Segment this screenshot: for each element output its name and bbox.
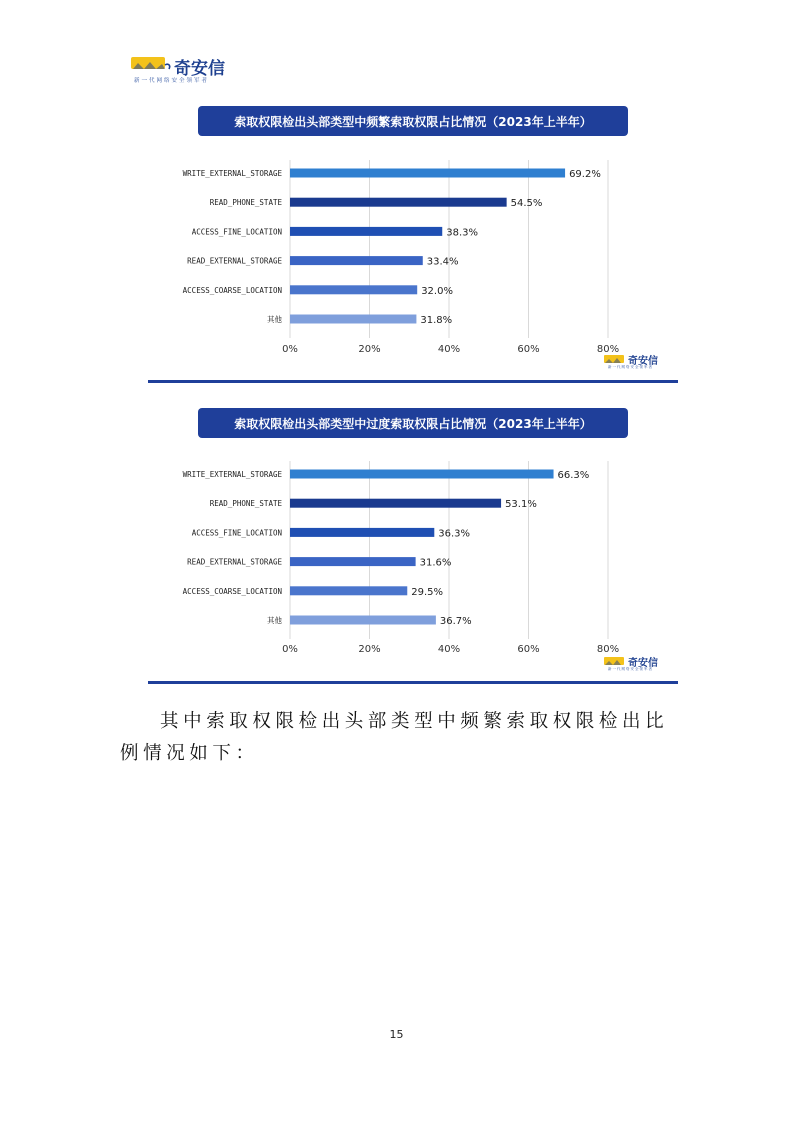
category-label: ACCESS_FINE_LOCATION (191, 528, 282, 538)
bar (290, 499, 501, 508)
chart-watermark-logo (604, 352, 674, 372)
data-label: 38.3% (446, 227, 479, 239)
chart-panel-excessive (148, 399, 678, 686)
x-tick-label: 60% (517, 644, 540, 655)
watermark-logo-tagline: 新一代网络安全领军者 (608, 365, 653, 369)
data-label: 31.8% (420, 315, 453, 326)
chart-panel-frequent (148, 98, 678, 385)
data-label: 32.0% (421, 285, 453, 297)
logo-tagline: 新一代网络安全领军者 (134, 78, 210, 84)
x-tick-label: 60% (517, 344, 540, 355)
data-label: 33.4% (426, 256, 459, 268)
data-label: 36.3% (438, 528, 471, 540)
x-tick-label: 80% (596, 344, 620, 355)
bar-chart-frequent (148, 98, 678, 373)
x-tick-label: 0% (282, 644, 298, 655)
data-label: 31.6% (419, 557, 452, 569)
category-label: READ_EXTERNAL_STORAGE (187, 557, 282, 567)
page-number: 15 (389, 1028, 404, 1041)
watermark-logo-tagline: 新一代网络安全领军者 (608, 667, 653, 671)
bar-chart-excessive (148, 399, 678, 674)
category-label: READ_PHONE_STATE (209, 499, 282, 509)
chart-title: 索取权限检出头部类型中频繁索取权限占比情况（2023年上半年） (198, 106, 628, 136)
x-tick-label: 0% (282, 344, 298, 355)
x-tick-label: 40% (437, 344, 461, 355)
bar (290, 256, 423, 265)
category-label: WRITE_EXTERNAL_STORAGE (182, 470, 282, 479)
bar (290, 470, 554, 479)
bar (290, 557, 416, 566)
category-label: 其他 (267, 616, 282, 625)
logo-mascot-icon (130, 55, 172, 73)
bar (290, 285, 417, 294)
bar (290, 169, 565, 178)
qianxin-logo (130, 52, 250, 88)
x-tick-label: 80% (596, 644, 620, 655)
panel-bottom-rule (148, 681, 678, 684)
logo-text: 奇安信 (174, 59, 225, 79)
panel-bottom-rule (148, 380, 678, 383)
data-label: 36.7% (439, 616, 472, 627)
category-label: WRITE_EXTERNAL_STORAGE (182, 169, 282, 178)
x-tick-label: 20% (358, 344, 381, 355)
logo-mascot-icon (604, 354, 626, 364)
bar (290, 227, 442, 236)
bar (290, 315, 416, 324)
category-label: ACCESS_COARSE_LOCATION (182, 586, 282, 596)
chart-watermark-logo (604, 654, 674, 674)
category-label: ACCESS_FINE_LOCATION (191, 227, 282, 237)
x-tick-label: 20% (358, 644, 381, 655)
chart-title: 索取权限检出头部类型中过度索取权限占比情况（2023年上半年） (198, 408, 628, 438)
data-label: 66.3% (557, 470, 590, 481)
bar (290, 586, 407, 595)
category-label: ACCESS_COARSE_LOCATION (182, 285, 282, 295)
category-label: 其他 (267, 315, 282, 324)
bar (290, 528, 434, 537)
logo-mascot-icon (604, 656, 626, 666)
category-label: READ_EXTERNAL_STORAGE (187, 256, 282, 266)
data-label: 69.2% (569, 169, 601, 180)
data-label: 53.1% (505, 499, 537, 511)
bar (290, 616, 436, 625)
body-paragraph: 其中索取权限检出头部类型中频繁索取权限检出比例情况如下： (120, 711, 669, 764)
x-tick-label: 40% (437, 644, 461, 655)
bar (290, 198, 507, 207)
category-label: READ_PHONE_STATE (209, 198, 282, 208)
data-label: 29.5% (411, 586, 444, 598)
watermark-logo-text: 奇安信 (628, 356, 658, 367)
data-label: 54.5% (510, 198, 543, 210)
watermark-logo-text: 奇安信 (628, 658, 658, 669)
